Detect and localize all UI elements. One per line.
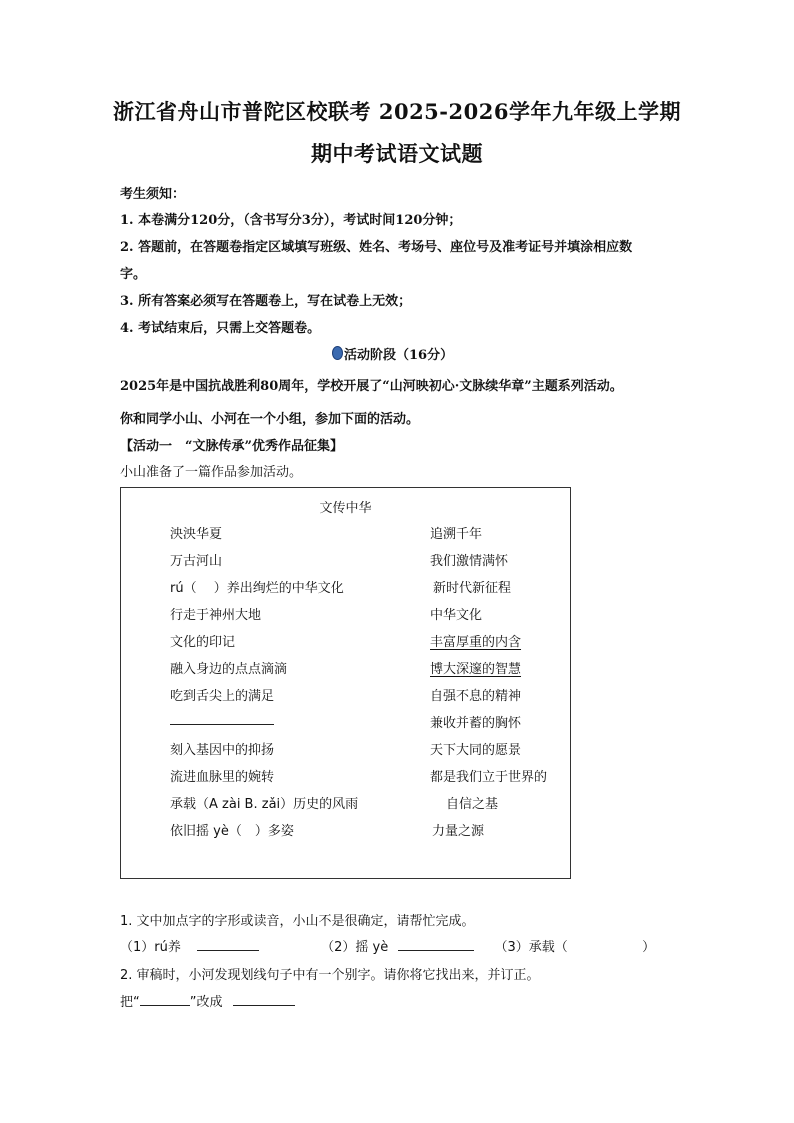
question-1-answers (120, 936, 655, 955)
q2-mid: ”改成 (189, 995, 223, 1010)
notice-item-2-cont: 字。 (120, 267, 147, 282)
poem-left-line-7: 吃到舌尖上的满足 (170, 689, 275, 704)
q1-part-b-label: （2）摇 yè (321, 940, 389, 955)
exam-title-line1: 浙江省舟山市普陀区校联考 2025-2026学年九年级上学期 (113, 99, 681, 124)
section-heading (332, 344, 453, 363)
q1-part-b-blank[interactable] (398, 938, 474, 951)
poem-right-line-5-underlined: 丰富厚重的内含 (430, 635, 522, 650)
blue-oval-icon (332, 346, 343, 360)
exam-title-line2: 期中考试语文试题 (311, 141, 483, 166)
activity1-heading: 【活动一 “文脉传承”优秀作品征集】 (120, 439, 343, 454)
poem-left-line-6: 融入身边的点点滴滴 (170, 662, 288, 677)
poem-left-line-4: 行走于神州大地 (170, 608, 262, 623)
poem-left-line-1: 泱泱华夏 (170, 527, 223, 542)
poem-right-line-1: 追溯千年 (430, 527, 483, 542)
question-2-answer (120, 991, 295, 1010)
poem-left-line-10: 流进血脉里的婉转 (170, 770, 275, 785)
poem-left-line-11: 承载（A zài B. zǎi）历史的风雨 (170, 797, 359, 812)
question-1: 1. 文中加点字的字形或读音，小山不是很确定，请帮忙完成。 (120, 914, 475, 929)
poem-left-line-9: 刻入基因中的抑扬 (170, 743, 275, 758)
activity1-lead: 小山准备了一篇作品参加活动。 (120, 465, 303, 480)
question-2: 2. 审稿时，小河发现划线句子中有一个别字。请你将它找出来，并订正。 (120, 968, 540, 983)
notice-item-2: 2. 答题前，在答题卷指定区域填写班级、姓名、考场号、座位号及准考证号并填涂相应数 (120, 240, 633, 255)
intro-line-2: 你和同学小山、小河在一个小组，参加下面的活动。 (120, 412, 420, 427)
poem-right-line-10: 都是我们立于世界的 (430, 770, 548, 785)
poem-right-line-3: 新时代新征程 (433, 581, 512, 596)
poem-right-line-11: 自信之基 (446, 797, 499, 812)
notice-item-1: 1. 本卷满分120分，（含书写分3分），考试时间120分钟； (120, 213, 462, 228)
poem-blank-line[interactable] (170, 712, 274, 729)
poem-right-line-6-underlined: 博大深邃的智慧 (430, 662, 522, 677)
poem-right-line-4: 中华文化 (430, 608, 483, 623)
q2-prefix: 把“ (120, 995, 140, 1010)
poem-right-line-9: 天下大同的愿景 (430, 743, 522, 758)
q1-part-a-label: （1）rú养 (120, 940, 181, 955)
notice-item-4: 4. 考试结束后，只需上交答题卷。 (120, 321, 321, 336)
section-heading-text: 活动阶段（16分） (344, 348, 454, 363)
q1-part-c-close: ） (642, 940, 656, 955)
poem-title: 文传中华 (319, 501, 372, 516)
q2-wrong-char-blank[interactable] (140, 993, 190, 1006)
poem-left-line-5: 文化的印记 (170, 635, 236, 650)
poem-left-line-12: 依旧摇 yè（ ）多姿 (170, 824, 294, 839)
poem-left-line-2: 万古河山 (170, 554, 223, 569)
poem-left-line-3: rú（ ）养出绚烂的中华文化 (170, 581, 344, 596)
poem-right-line-7: 自强不息的精神 (430, 689, 522, 704)
poem-right-line-2: 我们激情满怀 (430, 554, 509, 569)
poem-right-line-8: 兼收并蓄的胸怀 (430, 716, 522, 731)
poem-right-line-12: 力量之源 (432, 824, 485, 839)
intro-line-1: 2025年是中国抗战胜利80周年，学校开展了“山河映初心·文脉续华章”主题系列活动。 (120, 379, 623, 394)
q1-part-a-blank[interactable] (197, 938, 259, 951)
notice-item-3: 3. 所有答案必须写在答题卷上，写在试卷上无效； (120, 294, 412, 309)
notice-heading: 考生须知： (120, 187, 186, 202)
q1-part-c-label: （3）承载（ (494, 940, 568, 955)
q2-correct-char-blank[interactable] (233, 993, 295, 1006)
poem-box (120, 487, 571, 879)
